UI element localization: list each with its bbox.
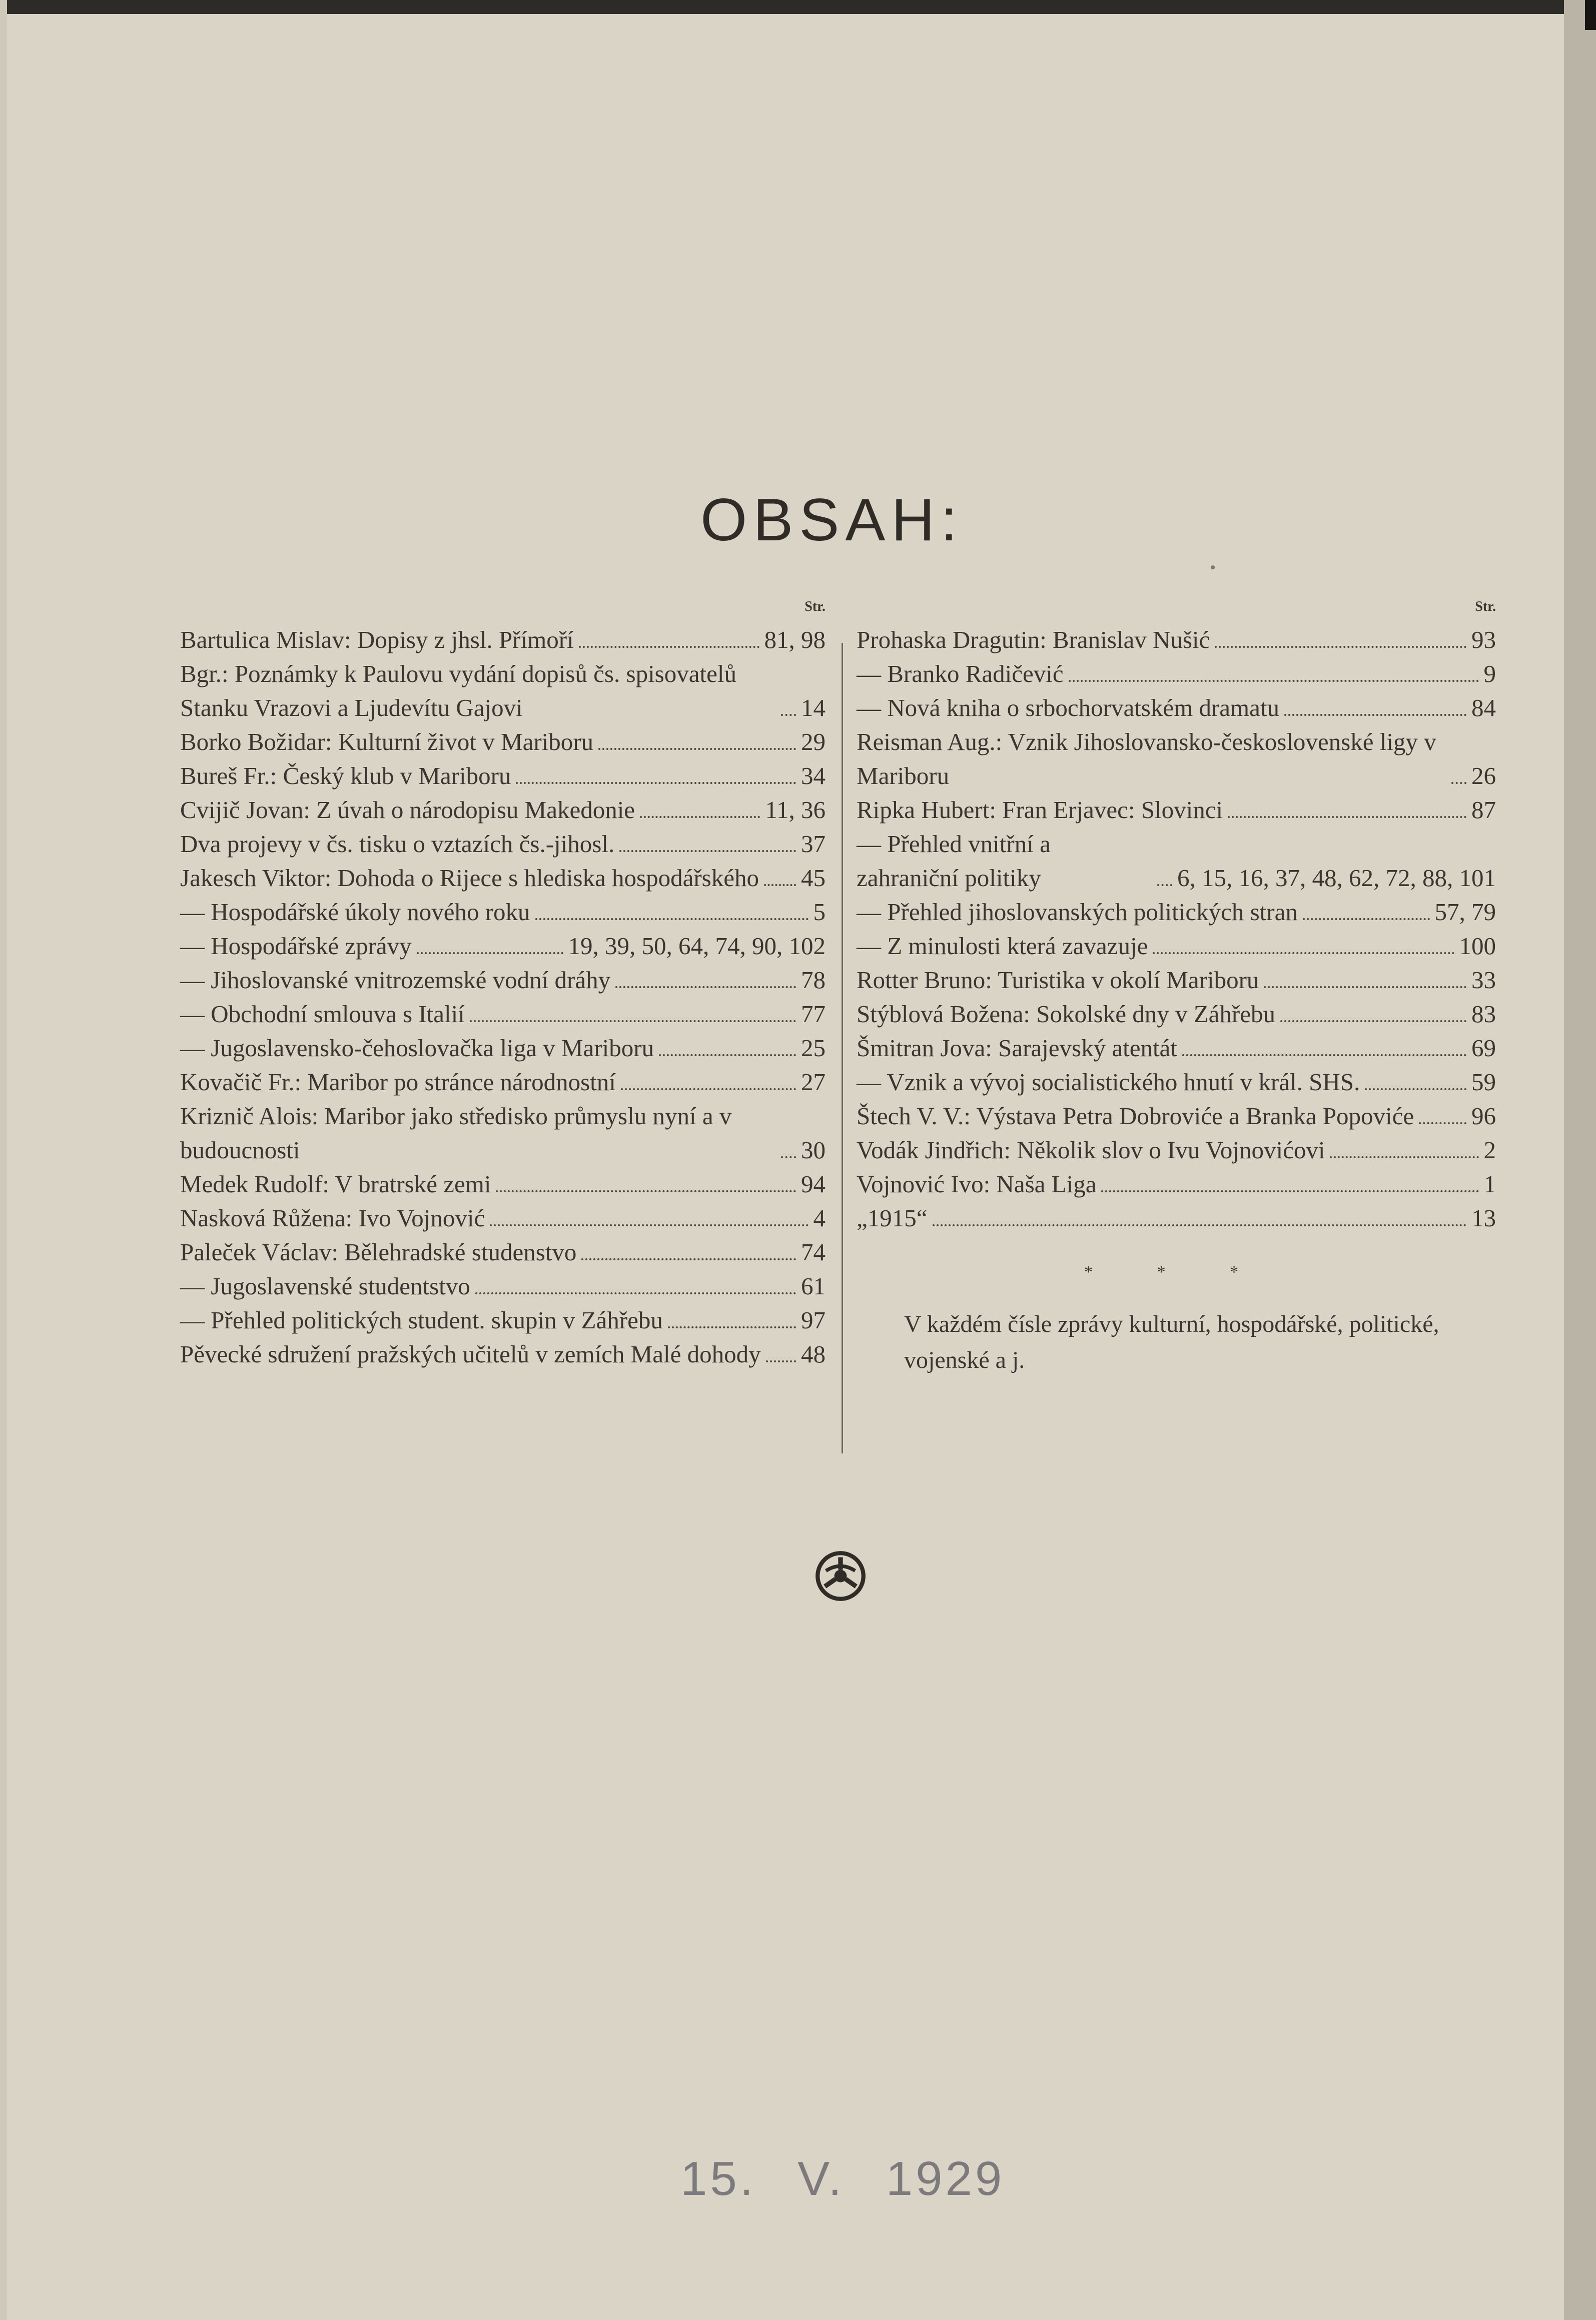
dot-leader	[668, 1326, 796, 1328]
toc-entry	[180, 861, 826, 895]
dot-leader	[490, 1224, 808, 1226]
separator-stars: * * *	[1084, 1263, 1268, 1281]
toc-entry-title: Vojnović Ivo: Naša Liga	[857, 1170, 1097, 1198]
toc-entry-pages: 83	[1471, 1000, 1496, 1028]
toc-entry-title: — Jugoslavensko-čehoslovačka liga v Mariboru	[180, 1034, 654, 1062]
toc-entry-title: Dva projevy v čs. tisku o vztazích čs.-jihosl.	[180, 830, 615, 858]
toc-entry-title: — Hospodářské úkoly nového roku	[180, 898, 530, 926]
dot-leader	[619, 850, 796, 852]
toc-entry-title: Borko Božidar: Kulturní život v Mariboru	[180, 728, 594, 755]
toc-entry	[180, 1065, 826, 1099]
toc-entry	[857, 623, 1496, 657]
date-stamp-month: V.	[797, 2152, 845, 2205]
toc-entry-title: — Nová kniha o srbochorvatském dramatu	[857, 694, 1280, 721]
toc-entry	[857, 929, 1496, 963]
toc-entry-title: — Obchodní smlouva s Italií	[180, 1000, 465, 1028]
toc-entry-pages: 81, 98	[764, 626, 826, 653]
toc-entry-title: Štech V. V.: Výstava Petra Dobroviće a Branka Popoviće	[857, 1102, 1414, 1130]
date-stamp-year: 1929	[886, 2152, 1005, 2205]
toc-entry-pages: 6, 15, 16, 37, 48, 62, 72, 88, 101	[1177, 864, 1496, 892]
toc-entry-pages: 14	[801, 694, 826, 721]
toc-entry	[180, 1337, 826, 1371]
dot-leader	[1365, 1088, 1466, 1090]
paper-speck	[1211, 565, 1215, 569]
toc-entry-title: — Jihoslovanské vnitrozemské vodní dráhy	[180, 966, 611, 994]
toc-entry-pages: 87	[1471, 796, 1496, 824]
dot-leader	[1264, 986, 1466, 988]
scan-top-edge	[0, 0, 1596, 14]
toc-entry	[857, 1201, 1496, 1235]
toc-entry-title: Kovačič Fr.: Maribor po stránce národnostní	[180, 1068, 616, 1096]
dot-leader	[1280, 1020, 1466, 1022]
toc-entry-title: Stýblová Božena: Sokolské dny v Záhřebu	[857, 1000, 1275, 1028]
toc-entry-title: Medek Rudolf: V bratrské zemi	[180, 1170, 491, 1198]
toc-entry	[857, 997, 1496, 1031]
toc-entry	[180, 997, 826, 1031]
dot-leader	[516, 782, 796, 784]
dot-leader	[1451, 782, 1466, 784]
toc-entry	[180, 895, 826, 929]
toc-entry	[857, 725, 1496, 793]
toc-entry	[180, 1031, 826, 1065]
dot-leader	[1153, 952, 1454, 954]
toc-entry-pages: 59	[1471, 1068, 1496, 1096]
toc-entry-pages: 13	[1471, 1204, 1496, 1232]
dot-leader	[781, 1156, 796, 1158]
toc-entry-pages: 74	[801, 1238, 826, 1266]
date-stamp-day: 15.	[680, 2152, 756, 2205]
dot-leader	[417, 952, 563, 954]
dot-leader	[1303, 918, 1430, 920]
toc-entry-pages: 69	[1471, 1034, 1496, 1062]
toc-entry-pages: 84	[1471, 694, 1496, 721]
toc-entry-pages: 97	[801, 1306, 826, 1334]
toc-entry-title: — Přehled jihoslovanských politických stran	[857, 898, 1298, 926]
toc-entry-title: Paleček Václav: Bělehradské studenstvo	[180, 1238, 577, 1266]
toc-right-list	[857, 623, 1496, 1235]
toc-entry-title: Bgr.: Poznámky k Paulovu vydání dopisů čs. spisovatelů Stanku Vrazovi a Ljudevítu Gajovi	[180, 660, 736, 721]
toc-entry-pages: 27	[801, 1068, 826, 1096]
toc-entry	[857, 1031, 1496, 1065]
toc-entry	[180, 1201, 826, 1235]
toc-entry-title: Cvijič Jovan: Z úvah o národopisu Makedonie	[180, 796, 635, 824]
toc-entry-title: Kriznič Alois: Maribor jako středisko průmyslu nyní a v budoucnosti	[180, 1102, 732, 1164]
toc-entry-pages: 9	[1483, 660, 1496, 687]
publisher-emblem-icon	[815, 1550, 867, 1602]
page-column-header: Str.	[1475, 599, 1496, 614]
toc-entry-pages: 30	[801, 1136, 826, 1164]
toc-entry	[857, 1133, 1496, 1167]
toc-entry	[180, 963, 826, 997]
dot-leader	[659, 1054, 796, 1056]
toc-entry-pages: 34	[801, 762, 826, 790]
dot-leader	[766, 1360, 796, 1362]
date-stamp	[680, 2151, 1030, 2206]
toc-entry-title: Reisman Aug.: Vznik Jihoslovansko-československé ligy v Mariboru	[857, 728, 1436, 790]
toc-entry-pages: 61	[801, 1272, 826, 1300]
toc-entry	[180, 929, 826, 963]
dot-leader	[764, 884, 796, 886]
toc-entry-title: — Vznik a vývoj socialistického hnutí v král. SHS.	[857, 1068, 1360, 1096]
toc-entry	[857, 1099, 1496, 1133]
toc-entry	[857, 1065, 1496, 1099]
toc-entry-pages: 78	[801, 966, 826, 994]
toc-entry	[857, 895, 1496, 929]
toc-entry-title: — Branko Radičević	[857, 660, 1064, 687]
toc-entry-title: Jakesch Viktor: Dohoda o Rijece s hlediska hospodářského	[180, 864, 759, 892]
toc-entry	[180, 725, 826, 759]
toc-entry-title: Vodák Jindřich: Několik slov o Ivu Vojnovićovi	[857, 1136, 1325, 1164]
dot-leader	[1228, 816, 1466, 818]
toc-entry	[857, 963, 1496, 997]
dot-leader	[475, 1292, 796, 1294]
toc-entry	[180, 1167, 826, 1201]
toc-entry-pages: 45	[801, 864, 826, 892]
dot-leader	[1419, 1122, 1466, 1124]
dot-leader	[535, 918, 809, 920]
toc-entry-title: Rotter Bruno: Turistika v okolí Mariboru	[857, 966, 1259, 994]
scan-left-edge	[0, 0, 7, 2320]
dot-leader	[579, 646, 759, 648]
toc-entry	[857, 1167, 1496, 1201]
toc-entry-pages: 93	[1471, 626, 1496, 653]
toc-entry-pages: 77	[801, 1000, 826, 1028]
dot-leader	[1157, 884, 1172, 886]
toc-entry	[857, 793, 1496, 827]
dot-leader	[1182, 1054, 1466, 1056]
toc-entry-pages: 94	[801, 1170, 826, 1198]
dot-leader	[1101, 1190, 1478, 1192]
dot-leader	[581, 1258, 796, 1260]
toc-entry-title: — Přehled vnitřní a zahraniční politiky	[857, 830, 1051, 892]
toc-entry	[857, 691, 1496, 725]
toc-entry	[180, 827, 826, 861]
toc-entry-title: — Přehled politických student. skupin v Záhřebu	[180, 1306, 663, 1334]
toc-entry-pages: 2	[1483, 1136, 1496, 1164]
toc-entry-pages: 5	[813, 898, 826, 926]
dot-leader	[1215, 646, 1466, 648]
toc-entry	[180, 657, 826, 725]
toc-entry-pages: 19, 39, 50, 64, 74, 90, 102	[568, 932, 826, 960]
toc-entry	[180, 793, 826, 827]
toc-entry-title: Nasková Růžena: Ivo Vojnović	[180, 1204, 485, 1232]
scan-right-edge	[1564, 0, 1596, 2320]
toc-entry-pages: 26	[1471, 762, 1496, 790]
toc-entry-title: Ripka Hubert: Fran Erjavec: Slovinci	[857, 796, 1223, 824]
toc-entry-title: Prohaska Dragutin: Branislav Nušić	[857, 626, 1210, 653]
toc-entry-pages: 100	[1459, 932, 1496, 960]
toc-entry-title: Bartulica Mislav: Dopisy z jhsl. Přímoří	[180, 626, 574, 653]
toc-entry	[180, 1269, 826, 1303]
dot-leader	[1069, 680, 1479, 682]
toc-entry-title: — Z minulosti která zavazuje	[857, 932, 1148, 960]
toc-entry-pages: 37	[801, 830, 826, 858]
toc-left-column	[180, 598, 826, 1371]
dot-leader	[1330, 1156, 1478, 1158]
dot-leader	[621, 1088, 796, 1090]
toc-entry-title: Pěvecké sdružení pražských učitelů v zemích Malé dohody	[180, 1340, 761, 1368]
toc-entry-title: Šmitran Jova: Sarajevský atentát	[857, 1034, 1177, 1062]
dot-leader	[781, 714, 796, 716]
toc-entry	[857, 827, 1496, 895]
page-column-header: Str.	[805, 599, 826, 614]
dot-leader	[598, 748, 796, 750]
toc-entry-pages: 33	[1471, 966, 1496, 994]
dot-leader	[470, 1020, 796, 1022]
toc-entry-pages: 29	[801, 728, 826, 755]
toc-right-column	[857, 598, 1496, 1378]
toc-entry-title: „1915“	[857, 1204, 928, 1232]
toc-left-list	[180, 623, 826, 1371]
toc-entry-pages: 57, 79	[1434, 898, 1496, 926]
toc-entry	[180, 623, 826, 657]
toc-entry-pages: 11, 36	[765, 796, 826, 824]
toc-entry-pages: 4	[813, 1204, 826, 1232]
column-divider	[842, 643, 843, 1453]
dot-leader	[615, 986, 796, 988]
toc-entry	[180, 759, 826, 793]
scan-corner	[1585, 0, 1596, 30]
toc-entry-title: — Hospodářské zprávy	[180, 932, 412, 960]
toc-entry	[180, 1303, 826, 1337]
dot-leader	[496, 1190, 796, 1192]
dot-leader	[933, 1224, 1467, 1226]
toc-entry-pages: 48	[801, 1340, 826, 1368]
toc-entry-pages: 96	[1471, 1102, 1496, 1130]
toc-entry	[857, 657, 1496, 691]
toc-entry-title: Bureš Fr.: Český klub v Mariboru	[180, 762, 511, 790]
toc-entry-pages: 1	[1483, 1170, 1496, 1198]
toc-entry-pages: 25	[801, 1034, 826, 1062]
publication-note: V každém čísle zprávy kulturní, hospodářské, politické, vojenské a j.	[904, 1311, 1439, 1373]
dot-leader	[640, 816, 760, 818]
page-title: OBSAH:	[700, 486, 964, 553]
toc-entry	[180, 1235, 826, 1269]
toc-entry-title: — Jugoslavenské studentstvo	[180, 1272, 470, 1300]
dot-leader	[1284, 714, 1466, 716]
toc-entry	[180, 1099, 826, 1167]
